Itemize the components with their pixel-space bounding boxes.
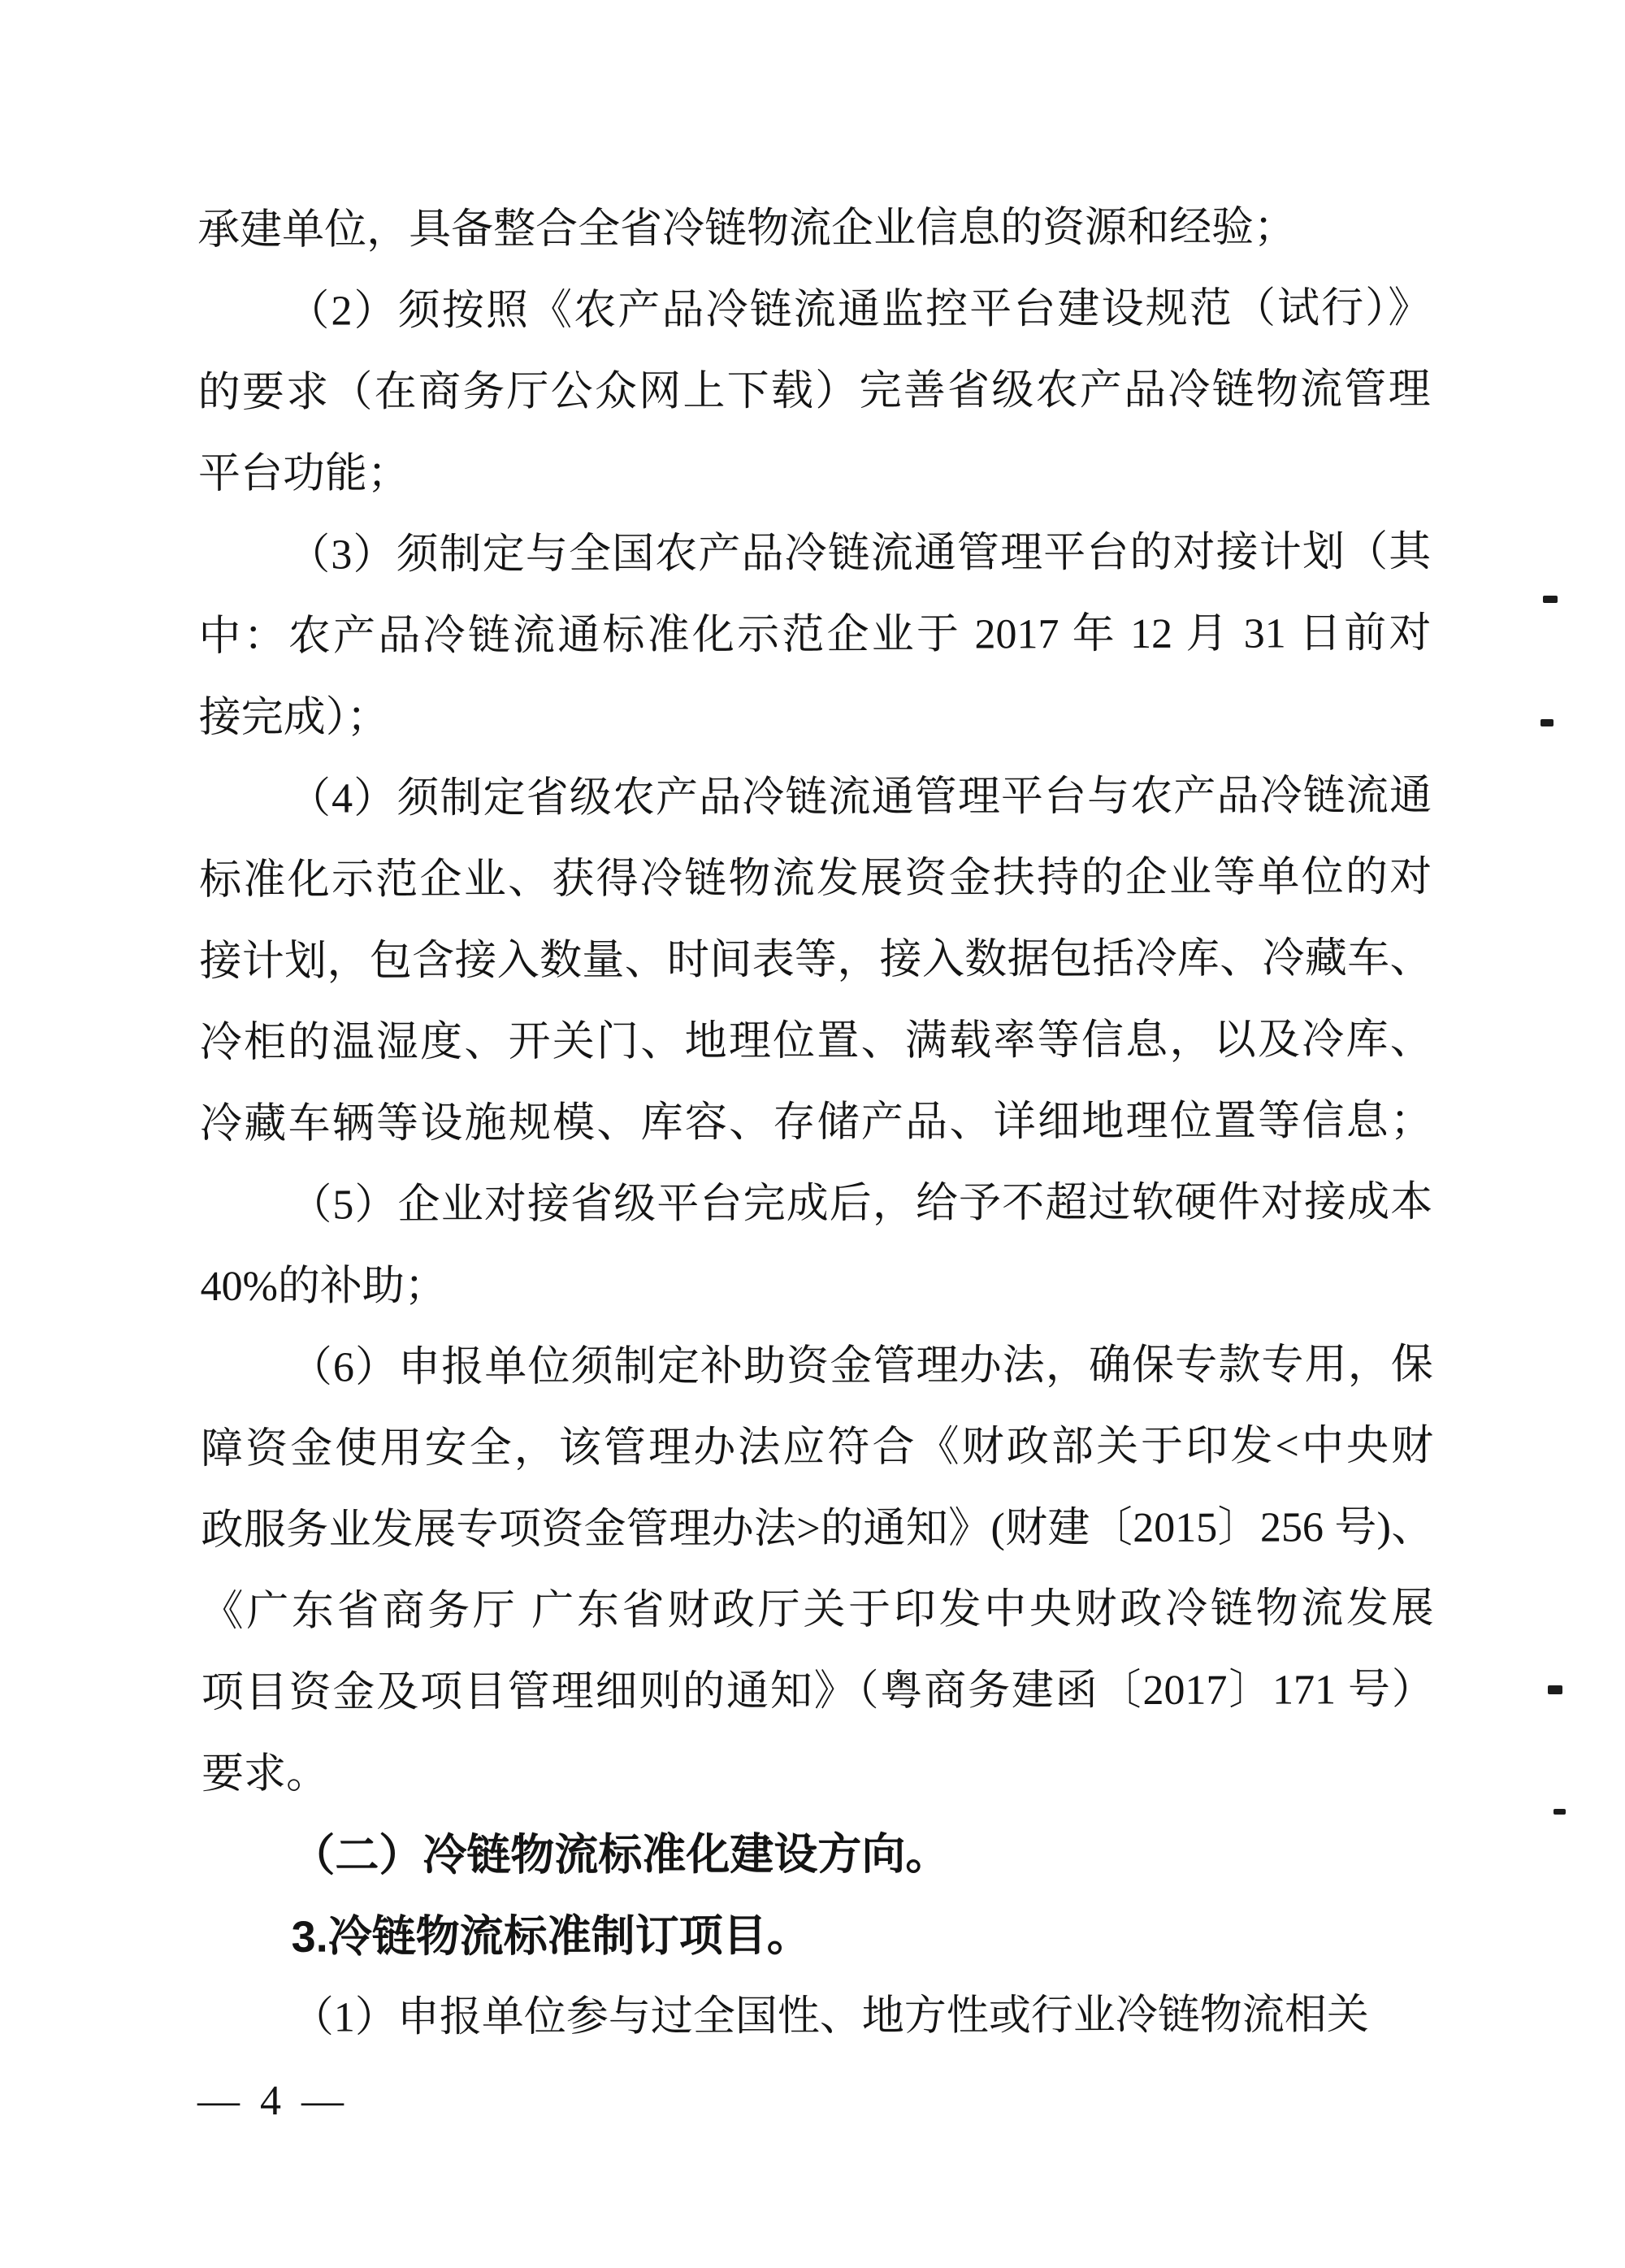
text-line: 项目资金及项目管理细则的通知》（粤商务建函〔2017〕171 号） (201, 1667, 1434, 1716)
text-line: 接完成）； (198, 694, 389, 741)
section-heading: （二）冷链物流标准化建设方向。 (291, 1829, 950, 1880)
text-line: 冷藏车辆等设施规模、库容、存储产品、详细地理位置等信息； (199, 1098, 1433, 1147)
scan-mark (1540, 719, 1554, 726)
scan-mark (1554, 1809, 1566, 1815)
text-line: 《广东省商务厅 广东省财政厅关于印发中央财政冷链物流发展 (201, 1585, 1434, 1635)
text-line: 冷柜的温湿度、开关门、地理位置、满载率等信息，以及冷库、 (199, 1017, 1432, 1066)
text-line: 标准化示范企业、获得冷链物流发展资金扶持的企业等单位的对 (199, 854, 1432, 904)
text-line: 40%的补助； (200, 1263, 447, 1310)
text-line: （5）企业对接省级平台完成后，给予不超过软硬件对接成本 (289, 1179, 1433, 1229)
page-number: — 4 — (197, 2078, 349, 2124)
scan-mark (1548, 1685, 1562, 1694)
text-line: 障资金使用安全，该管理办法应符合《财政部关于印发<中央财 (200, 1423, 1434, 1472)
scan-mark (1543, 596, 1558, 603)
text-line: 平台功能； (197, 450, 410, 497)
text-line: （3）须制定与全国农产品冷链流通管理平台的对接计划（其 (288, 529, 1432, 579)
document-body (197, 187, 1435, 2059)
text-line: （1）申报单位参与过全国性、地方性或行业冷链物流相关 (291, 1992, 1369, 2041)
text-line: 中：农产品冷链流通标准化示范企业于 2017 年 12 月 31 日前对 (198, 610, 1432, 660)
text-line: 承建单位，具备整合全省冷链物流企业信息的资源和经验； (197, 204, 1297, 254)
subsection-heading: 3.冷链物流标准制订项目。 (291, 1911, 811, 1962)
text-line: 的要求（在商务厅公众网上下载）完善省级农产品冷链物流管理 (197, 366, 1431, 416)
text-line: （4）须制定省级农产品冷链流通管理平台与农产品冷链流通 (288, 773, 1432, 822)
text-line: 要求。 (202, 1750, 329, 1797)
text-line: （6）申报单位须制定补助资金管理办法，确保专款专用，保 (289, 1342, 1433, 1391)
text-line: （2）须按照《农产品冷链流通监控平台建设规范（试行）》 (287, 285, 1431, 335)
text-line: 政服务业发展专项资金管理办法>的通知》(财建〔2015〕256 号)、 (201, 1504, 1434, 1554)
text-line: 接计划，包含接入数量、时间表等，接入数据包括冷库、冷藏车、 (199, 935, 1432, 985)
